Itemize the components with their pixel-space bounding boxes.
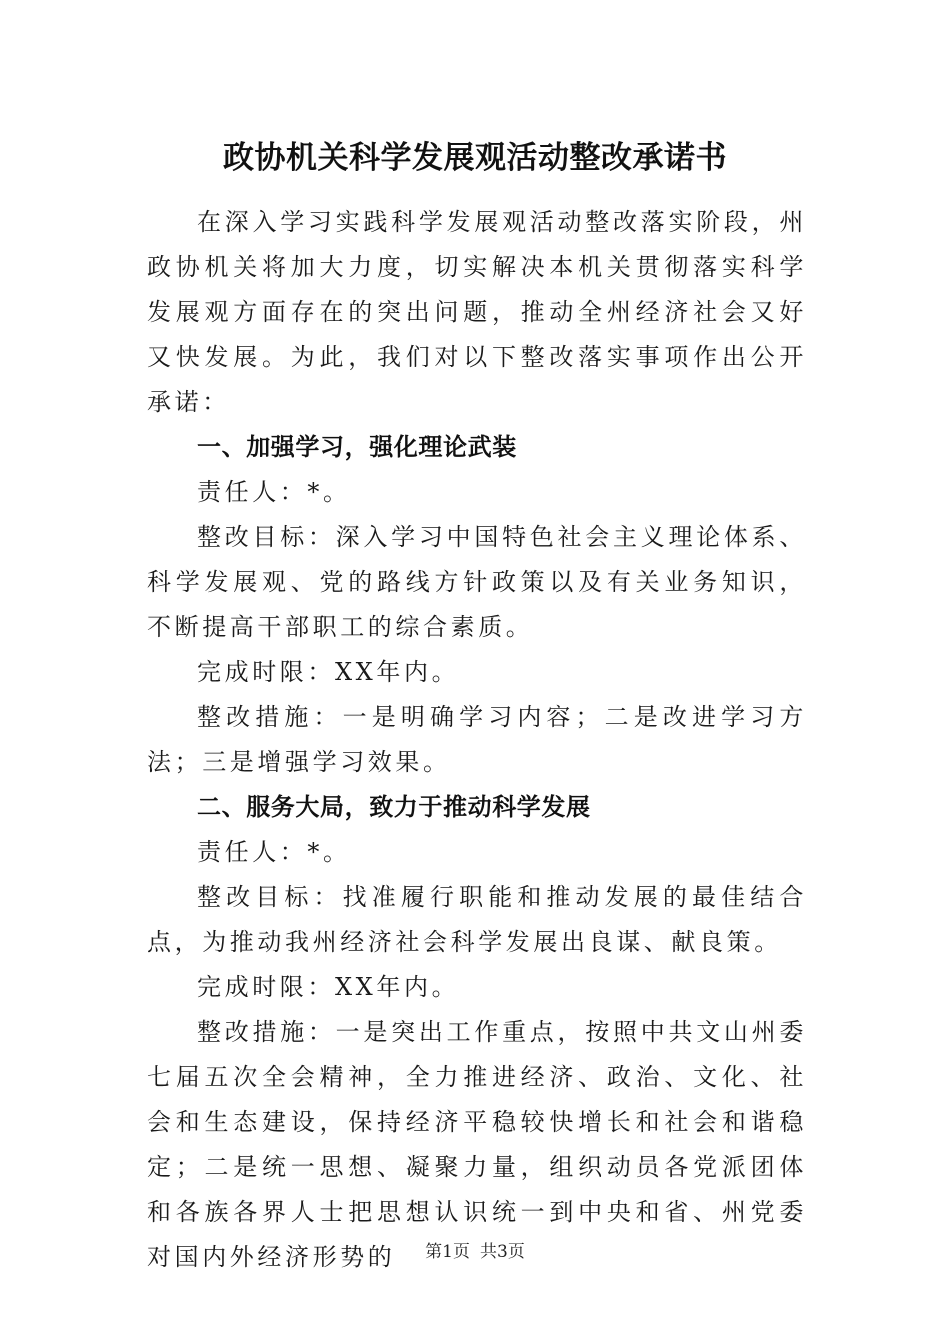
page-number: 第1页 bbox=[425, 1242, 470, 1262]
document-body bbox=[147, 200, 807, 1280]
deadline-1: 完成时限：XX年内。 bbox=[197, 658, 460, 686]
rectification-measures-2: 整改措施：一是突出工作重点，按照中共文山州委七届五次全会精神，全力推进经济、政治、文化、社会和生态建设，保持经济平稳较快增长和社会和谐稳定；二是统一思想、凝聚力量，组织动员各党派团体和各族各界人士把思想认识统一到中央和省、州党委对国内外经济形势的 bbox=[147, 1018, 807, 1271]
responsible-person-1: 责任人：*。 bbox=[197, 478, 351, 506]
document-title: 政协机关科学发展观活动整改承诺书 bbox=[223, 140, 727, 176]
page-footer bbox=[0, 1240, 950, 1264]
deadline-2: 完成时限：XX年内。 bbox=[197, 973, 460, 1001]
rectification-goal-1: 整改目标：深入学习中国特色社会主义理论体系、科学发展观、党的路线方针政策以及有关业务知识，不断提高干部职工的综合素质。 bbox=[147, 523, 807, 641]
rectification-goal-2: 整改目标：找准履行职能和推动发展的最佳结合点，为推动我州经济社会科学发展出良谋、献良策。 bbox=[147, 883, 807, 956]
responsible-person-2: 责任人：*。 bbox=[197, 838, 351, 866]
page-total: 共3页 bbox=[480, 1242, 525, 1262]
section-heading-1: 一、加强学习，强化理论武装 bbox=[197, 433, 517, 461]
rectification-measures-1: 整改措施：一是明确学习内容；二是改进学习方法；三是增强学习效果。 bbox=[147, 703, 807, 776]
paragraph-intro: 在深入学习实践科学发展观活动整改落实阶段，州政协机关将加大力度，切实解决本机关贯彻落实科学发展观方面存在的突出问题，推动全州经济社会又好又快发展。为此，我们对以下整改落实事项作出公开承诺： bbox=[147, 208, 807, 416]
section-heading-2: 二、服务大局，致力于推动科学发展 bbox=[197, 793, 591, 821]
